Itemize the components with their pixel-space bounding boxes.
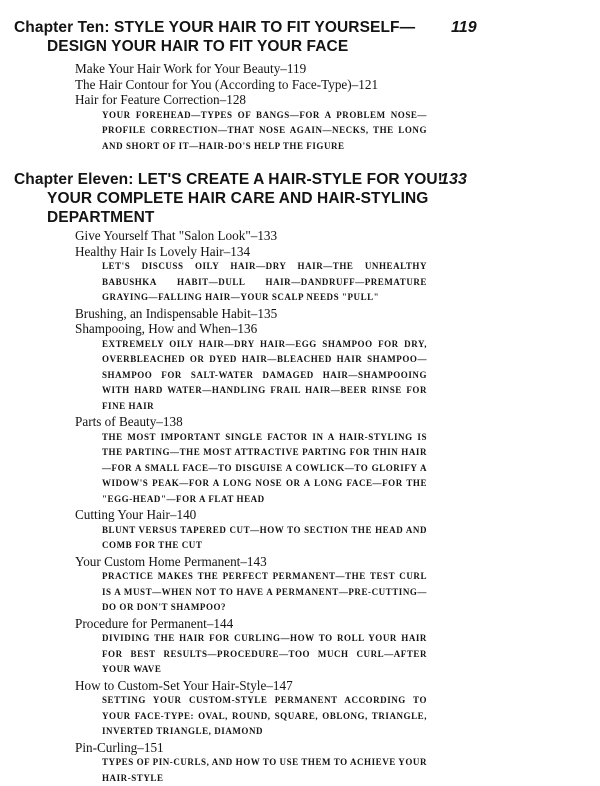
toc-section (75, 507, 435, 554)
chapter-title-line: YOUR COMPLETE HAIR CARE AND HAIR-STYLING (14, 189, 484, 208)
section-subtopics: YOUR FOREHEAD—TYPES OF BANGS—FOR A PROBLEM NOSE—PROFILE CORRECTION—THAT NOSE AGAIN—NECKS, THE LONG AND SHORT OF IT—HAIR-DO'S HELP THE FIGURE (102, 108, 427, 155)
toc-section (75, 306, 435, 322)
section-subtopics: BLUNT VERSUS TAPERED CUT—HOW TO SECTION THE HEAD AND COMB FOR THE CUT (102, 523, 427, 554)
section-title: Shampooing, How and When–136 (75, 321, 435, 337)
chapter-ten-heading (14, 18, 484, 56)
section-title: Brushing, an Indispensable Habit–135 (75, 306, 435, 322)
toc-section (75, 616, 435, 678)
chapter-ten-sections (75, 61, 435, 154)
chapter-page-number: 133 (440, 170, 467, 189)
section-title: Hair for Feature Correction–128 (75, 92, 435, 108)
section-title: Procedure for Permanent–144 (75, 616, 435, 632)
toc-section (75, 414, 435, 507)
section-title: Healthy Hair Is Lovely Hair–134 (75, 244, 435, 260)
section-subtopics: TYPES OF PIN-CURLS, AND HOW TO USE THEM TO ACHIEVE YOUR HAIR-STYLE (102, 755, 427, 786)
toc-section (75, 554, 435, 616)
chapter-eleven-sections (75, 228, 435, 786)
section-subtopics: DIVIDING THE HAIR FOR CURLING—HOW TO ROLL YOUR HAIR FOR BEST RESULTS—PROCEDURE—TOO MUCH CURL—AFTER YOUR WAVE (102, 631, 427, 678)
chapter-title-line: Chapter Eleven: LET'S CREATE A HAIR-STYLE FOR YOU! (14, 170, 484, 189)
section-title: How to Custom-Set Your Hair-Style–147 (75, 678, 435, 694)
chapter-title-line: DESIGN YOUR HAIR TO FIT YOUR FACE (14, 37, 484, 56)
toc-section (75, 678, 435, 740)
chapter-title-line: Chapter Ten: STYLE YOUR HAIR TO FIT YOURSELF— (14, 18, 484, 37)
section-title: The Hair Contour for You (According to Face-Type)–121 (75, 77, 435, 93)
section-subtopics: PRACTICE MAKES THE PERFECT PERMANENT—THE TEST CURL IS A MUST—WHEN NOT TO HAVE A PERMANENT—PRE-CUTTING—DO OR DON'T SHAMPOO? (102, 569, 427, 616)
section-title: Parts of Beauty–138 (75, 414, 435, 430)
toc-section (75, 92, 435, 154)
section-title: Give Yourself That "Salon Look"–133 (75, 228, 435, 244)
toc-section (75, 740, 435, 786)
section-title: Pin-Curling–151 (75, 740, 435, 756)
toc-section (75, 228, 435, 244)
toc-section (75, 77, 435, 93)
section-subtopics: EXTREMELY OILY HAIR—DRY HAIR—EGG SHAMPOO FOR DRY, OVERBLEACHED OR DYED HAIR—BLEACHED HAIR SHAMPOO—SHAMPOO FOR SALT-WATER DAMAGED HAIR—SHAMPOOING WITH HARD WATER—HANDLING FRAIL HAIR—BEER RINSE FOR FINE HAIR (102, 337, 427, 415)
section-subtopics: LET'S DISCUSS OILY HAIR—DRY HAIR—THE UNHEALTHY BABUSHKA HABIT—DULL HAIR—DANDRUFF—PREMATURE GRAYING—FALLING HAIR—YOUR SCALP NEEDS "PULL" (102, 259, 427, 306)
chapter-page-number: 119 (451, 18, 477, 37)
toc-section (75, 61, 435, 77)
section-title: Make Your Hair Work for Your Beauty–119 (75, 61, 435, 77)
section-subtopics: THE MOST IMPORTANT SINGLE FACTOR IN A HAIR-STYLING IS THE PARTING—THE MOST ATTRACTIVE PARTING FOR THIN HAIR—FOR A SMALL FACE—TO DISGUISE A COWLICK—TO GLORIFY A WIDOW'S PEAK—FOR A LONG NOSE OR A LONG FACE—FOR THE "EGG-HEAD"—FOR A FLAT HEAD (102, 430, 427, 508)
section-subtopics: SETTING YOUR CUSTOM-STYLE PERMANENT ACCORDING TO YOUR FACE-TYPE: OVAL, ROUND, SQUARE, OBLONG, TRIANGLE, INVERTED TRIANGLE, DIAMOND (102, 693, 427, 740)
section-title: Your Custom Home Permanent–143 (75, 554, 435, 570)
toc-section (75, 244, 435, 306)
toc-section (75, 321, 435, 414)
section-title: Cutting Your Hair–140 (75, 507, 435, 523)
chapter-eleven-heading (14, 170, 484, 227)
chapter-title-line: DEPARTMENT (14, 208, 484, 227)
